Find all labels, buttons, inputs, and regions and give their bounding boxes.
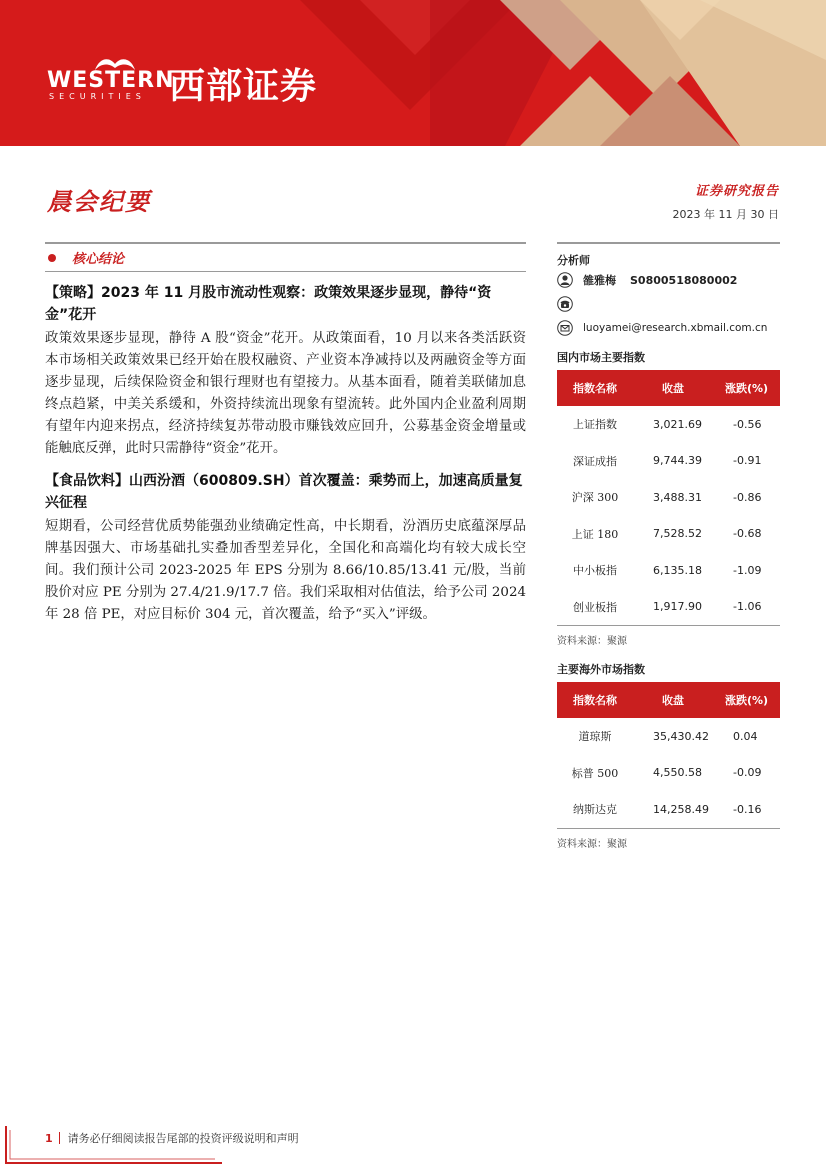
table-header-row: [557, 370, 780, 406]
index-change: -0.16: [733, 802, 762, 816]
index-name: 道琼斯: [578, 730, 612, 744]
section-label: 核心结论: [72, 252, 125, 267]
table-bottom-rule: [557, 625, 780, 626]
col-header-close: 收盘: [633, 370, 713, 406]
header-banner: [0, 0, 826, 146]
index-close: 35,430.42: [653, 729, 709, 743]
analyst-email[interactable]: luoyamei@research.xbmail.com.cn: [583, 322, 768, 334]
sidebar: [557, 242, 780, 851]
table-row: [557, 589, 780, 626]
col-header-name: 指数名称: [557, 370, 633, 406]
analyst-email-row: [557, 316, 780, 340]
article-food-beverage: [45, 470, 526, 626]
table-header-row: [557, 682, 780, 718]
analyst-name-row: [557, 268, 780, 292]
domestic-index-title: 国内市场主要指数: [557, 351, 645, 364]
brand-name-en-sub: SECURITIES: [49, 92, 146, 101]
data-source: 资料来源：聚源: [557, 636, 627, 647]
main-content: [45, 242, 526, 626]
col-header-name: 指数名称: [557, 682, 633, 718]
domestic-index-table: [557, 370, 780, 625]
index-close: 1,917.90: [653, 600, 702, 614]
overseas-index-title: 主要海外市场指数: [557, 663, 645, 676]
analyst-label: 分析师: [557, 254, 590, 267]
article-body: 短期看，公司经营优质势能强劲业绩确定性高，中长期看，汾酒历史底蕴深厚品牌基因强大、市场基础扎实叠加香型差异化，全国化和高端化均有较大成长空间。我们预计公司 2023-2025 年 EPS 分别为 8.66/10.85/13.41 元/股，当前股价对应 PE 分别为 27.4/21.9/17.7 倍。我们采取相对估值法，给予公司 2024 年 28 倍 PE，对应目标价 304 元，首次覆盖，给予“买入”评级。: [45, 519, 526, 622]
overseas-index-table: [557, 682, 780, 828]
analyst-name: 雒雅梅: [583, 274, 616, 287]
index-change: -0.68: [733, 527, 762, 541]
index-change: -0.56: [733, 417, 762, 431]
index-name: 中小板指: [573, 564, 617, 578]
page-title: 晨会纪要: [47, 187, 151, 216]
index-change: -0.91: [733, 454, 762, 468]
table-row: [557, 443, 780, 480]
index-change: -1.06: [733, 600, 762, 614]
index-change: -0.09: [733, 766, 762, 780]
index-close: 14,258.49: [653, 802, 709, 816]
report-type: 证券研究报告: [694, 184, 779, 199]
sidebar-divider: [557, 242, 780, 244]
mail-icon: [557, 320, 573, 336]
article-title: 【食品饮料】山西汾酒（600809.SH）首次覆盖：乘势而上，加速高质量复兴征程: [45, 473, 523, 511]
section-header: [45, 244, 526, 272]
table-row: [557, 791, 780, 828]
index-close: 7,528.52: [653, 527, 702, 541]
index-change: 0.04: [733, 729, 758, 743]
index-close: 3,488.31: [653, 490, 702, 504]
col-header-change: 涨跌(%): [713, 682, 780, 718]
index-name: 创业板指: [573, 600, 617, 614]
article-title: 【策略】2023 年 11 月股市流动性观察：政策效果逐步显现，静待“资金”花开: [45, 285, 492, 323]
table-row: [557, 718, 780, 755]
report-date: 2023 年 11 月 30 日: [672, 208, 779, 221]
index-change: -0.86: [733, 490, 762, 504]
page-number: 1: [45, 1131, 53, 1145]
index-name: 标普 500: [571, 766, 619, 780]
footer-disclaimer: 请务必仔细阅读报告尾部的投资评级说明和声明: [67, 1132, 299, 1145]
index-name: 上证 180: [571, 527, 619, 541]
data-source: 资料来源：聚源: [557, 838, 627, 850]
table-bottom-rule: [557, 828, 780, 829]
brand-name-en: WESTERN: [47, 68, 175, 93]
footer-separator: [59, 1132, 60, 1144]
table-row: [557, 516, 780, 553]
article-strategy: [45, 282, 526, 460]
index-change: -1.09: [733, 563, 762, 577]
phone-icon: [557, 296, 573, 312]
index-name: 深证成指: [573, 454, 617, 468]
index-name: 沪深 300: [571, 491, 619, 505]
section-bullet-icon: [48, 254, 56, 262]
person-icon: [557, 272, 573, 288]
index-close: 3,021.69: [653, 417, 702, 431]
index-close: 6,135.18: [653, 563, 702, 577]
index-close: 9,744.39: [653, 454, 702, 468]
col-header-close: 收盘: [633, 682, 713, 718]
table-row: [557, 755, 780, 792]
index-close: 4,550.58: [653, 766, 702, 780]
page-footer: [45, 1130, 299, 1146]
table-row: [557, 406, 780, 443]
index-name: 纳斯达克: [573, 803, 617, 817]
col-header-change: 涨跌(%): [713, 370, 780, 406]
brand-logo: [47, 54, 367, 107]
brand-name-cn: 西部证券: [169, 66, 318, 107]
analyst-phone-row: [557, 292, 780, 316]
analyst-license: S0800518080002: [630, 273, 738, 287]
table-row: [557, 552, 780, 589]
index-name: 上证指数: [573, 418, 617, 432]
table-row: [557, 479, 780, 516]
article-body: 政策效果逐步显现，静待 A 股“资金”花开。从政策面看，10 月以来各类活跃资本市场相关政策效果已经开始在股权融资、产业资本净减持以及两融资金等方面逐步显现，后续保险资金和银行理财也有望接力。从基本面看，随着美联储加息终点趋紧，中美关系缓和，外资持续流出现象有望流转。此外国内企业盈利周期有望年内迎来拐点，经济持续复苏带动股市赚钱效应回升，公募基金资金增量或能触底反弹，此时只需静待“资金”花开。: [45, 331, 526, 456]
